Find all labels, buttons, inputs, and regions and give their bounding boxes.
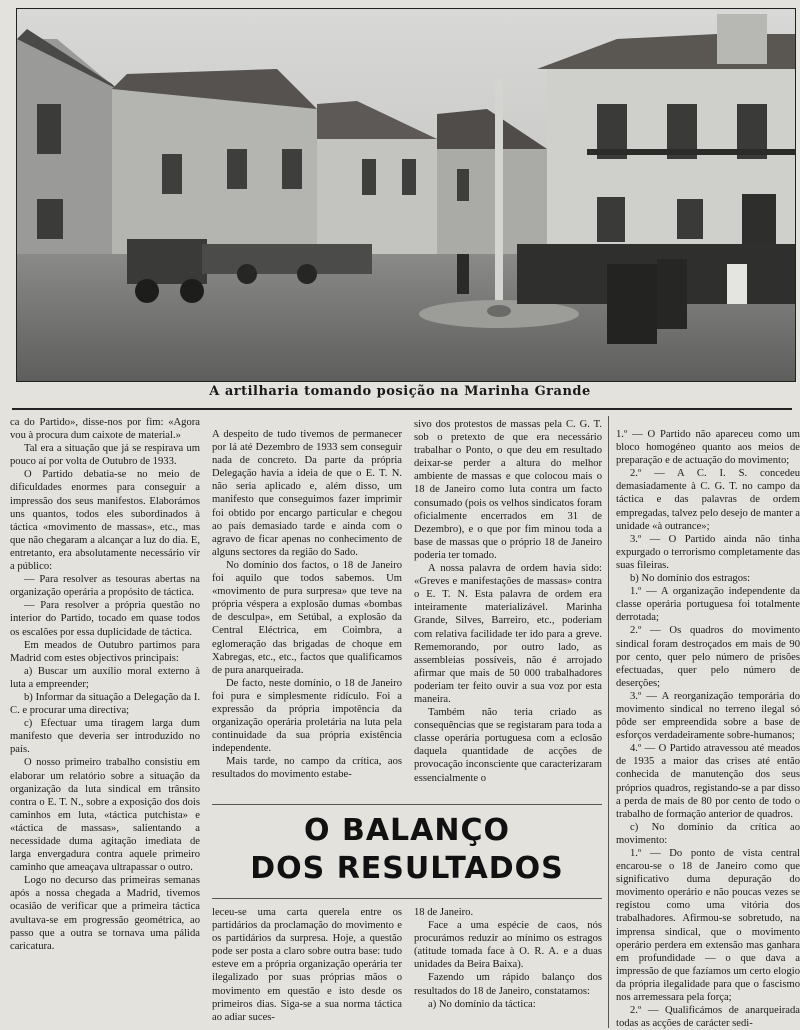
headline-rule-bottom — [212, 898, 602, 899]
paragraph: — Para resolver as tesouras abertas na organização operária a propósito de táctica. — [10, 574, 200, 599]
headline-line-2: DOS RESULTADOS — [250, 851, 564, 886]
paragraph: c) No domínio da crítica ao movimento: — [616, 821, 800, 846]
paragraph: Face a uma espécie de caos, nós procurámos reduzir ao mínimo os estragos (atitude tomada face à O. R. A. e a duas unidades da Beira Baixa). — [414, 920, 602, 971]
paragraph: 1.º — A organização independente da classe operária portuguesa foi totalmente derrotada; — [616, 586, 800, 624]
paragraph: a) No domínio da táctica: — [428, 998, 536, 1010]
article-column-3-continued — [414, 906, 602, 1030]
paragraph: 3.º — O Partido ainda não tinha expurgado o terrorismo completamente das suas fileiras. — [616, 533, 800, 571]
paragraph: 4.º — O Partido atravessou até meados de 1935 a maior das crises até então conhecida de manutenção dos seus próprios quadros, registando-se a par disso a perda de mais de 80 por cento de todo o trabalho de formação anterior de quadros. — [616, 743, 800, 820]
artillery-photo — [16, 8, 796, 382]
paragraph: No domínio dos factos, o 18 de Janeiro foi aquilo que todos sabemos. Um «movimento de pura surpresa» que teve na própria véspera a explosão dumas «bombas de desculpa», em Setúbal, a explosão da Central Eléctrica, em Coimbra, a eglomeração das brigadas de choque em Xabregas, etc., etc., factos que qualificamos de pura anarqueirada. — [212, 559, 402, 676]
section-divider — [12, 408, 792, 410]
paragraph: a) Buscar um auxílio moral externo à luta a empreender; — [10, 665, 200, 690]
headline-line-1: O BALANÇO — [304, 813, 510, 848]
paragraph: ca do Partido», disse-nos por fim: «Agora vou à procura dum caixote de material.» — [10, 417, 200, 442]
article-column-2 — [212, 428, 402, 781]
paragraph: 2.º — A C. I. S. concedeu demasiadamente à C. G. T. no campo da táctica e das palavras de ordem empregadas, talvez pelo desejo de manter a unidade «à outrance»; — [616, 468, 800, 532]
photo-caption: A artilharia tomando posição na Marinha Grande — [209, 384, 591, 399]
paragraph: O Partido debatia-se no meio de dificuldades enormes para conseguir a impressão dos seus manifestos. Elaborámos uns quantos, todos eles subordinados à táctica «movimento de massas», etc., mas que não chegaram a alcançar a luz do dia. E, entretanto, era absolutamente necessário vir a público: — [10, 469, 200, 573]
paragraph: Fazendo um rápido balanço dos resultados do 18 de Janeiro, constatamos: — [414, 972, 602, 997]
paragraph: O nosso primeiro trabalho consistiu em elaborar um relatório sobre a situação da organização da luta sindical em trânsito contra o E. T. N., sobre a exposição dos dois caminhos em luta, «táctica putchista» e «táctica de massas», salientando a necessidade duma agitação imediata de larga envergadura contra aquele primeiro caminho que ameaçava ultrapassar o outro. — [10, 757, 200, 874]
paragraph: 3.º — A reorganização temporária do movimento sindical no terreno ilegal só pôde ser empreendida sobre a base de esforços verdadeiramente sobre-humanos; — [616, 690, 800, 742]
section-headline — [210, 812, 604, 888]
article-column-2-continued — [212, 906, 402, 1030]
paragraph: De facto, neste domínio, o 18 de Janeiro foi pura e simplesmente ridículo. Foi a expressão da própria impotência da organização operária proletária na luta pela continuidade da sua própria existência independente. — [212, 677, 402, 755]
headline-rule-top — [212, 804, 602, 805]
paragraph: 2.º — Qualificámos de anarqueirada todas as acções de carácter sedi- — [616, 1005, 800, 1030]
paragraph: Tal era a situação que já se respirava um pouco aí por volta de Outubro de 1933. — [10, 443, 200, 468]
paragraph: Logo no decurso das primeiras semanas após a nossa chegada a Madrid, tivemos ocasião de verificar que a primeira táctica avultava-se em progressão geométrica, ao passo que a outra se tornava uma pálida caricatura. — [10, 875, 200, 952]
paragraph: A nossa palavra de ordem havia sido: «Greves e manifestações de massas» contra o E. T. N. Esta palavra de ordem era inteiramente materializável. Marinha Grande, Silves, Barreiro, etc., poderiam com relativa facilidade ter ido para a greve. Rememorando, por outro lado, as assembleias possíveis, não é arrojado afirmar que mais de 50 000 trabalhadores poderiam ter feito ouvir a sua voz por esta maneira. — [414, 563, 602, 705]
paragraph: — Para resolver a própria questão no interior do Partido, tocado em quase todos os escalões por essa duplicidade de táctica. — [10, 600, 200, 638]
paragraph: Também não teria criado as consequências que se registaram para toda a classe operária portuguesa com a eclosão daquela quantidade de acções de provocação inconsciente que caracterizaram essencialmente o — [414, 707, 602, 784]
paragraph: 2.º — Os quadros do movimento sindical foram destroçados em mais de 90 por cento, quer pelo número de prisões efectuadas, quer pelo número de deserções; — [616, 625, 800, 689]
paragraph: A despeito de tudo tivemos de permanecer por lá até Dezembro de 1933 sem conseguir nada de concreto. Da parte da própria Delegação havia a ideia de que o E. T. N. não seria aplicado e, além disso, um manifesto que conseguimos fazer imprimir foi obtido por encargo particular e chegou ao país demasiado tarde e ainda com o agravo de ficar apenas no conhecimento de alguns sectores da região do Sado. — [212, 429, 402, 558]
paragraph: b) No domínio dos estragos: — [630, 573, 751, 585]
paragraph: sivo dos protestos de massas pela C. G. T. sob o pretexto de que era necessário trabalhar o Ponto, o que deu em resultado deixar-se perder a altura do melhor ambiente de massas e que colocou mais o 18 de Janeiro como luta contra um facto consumado (pois os velhos sindicatos foram oficialmente encerrados em 31 de Dezembro), e o que por fim minou toda a base de massas que o próprio 18 de Janeiro poderia ter tomado. — [414, 419, 602, 561]
article-column-1 — [10, 416, 200, 1028]
paragraph: c) Efectuar uma tiragem larga dum manifesto que deveria ser introduzido no país. — [10, 718, 200, 756]
paragraph: b) Informar da situação a Delegação da I. C. e procurar uma directiva; — [10, 691, 200, 717]
column-rule — [608, 416, 609, 1028]
article-column-4 — [616, 428, 800, 1030]
paragraph: leceu-se uma carta querela entre os partidários da proclamação do movimento e os partidários da surpresa. Hoje, a questão pode ser posta a claro sobre outra base: tudo esteve em a própria organização operária ter ilegalizado por suas próprias mãos o movimento em questão e isto desde os primeiros dias. Siga-se a sua norma táctica ao adiar suces- — [212, 907, 402, 1023]
article-column-3 — [414, 418, 602, 796]
paragraph: 18 de Janeiro. — [414, 907, 474, 918]
paragraph: 1.º — O Partido não apareceu como um bloco homogéneo quanto aos meios de preparação e de actuação do movimento; — [616, 429, 800, 467]
paragraph: 1.º — Do ponto de vista central encarou-se o 18 de Janeiro como que significativo duma depuração do movimento operário e não poucas vezes se registou como uma vitória dos trabalhadores. Afirmou-se sobretudo, na imprensa sindical, que o movimento operário perdera em extensão mas ganhara em profundidade — o que dava a impressão de que fazíamos um certo elogio da própria ilegalidade para que o fascismo nos arremessara pela força; — [616, 848, 800, 1004]
paragraph: Em meados de Outubro partimos para Madrid com estes objectivos principais: — [10, 639, 200, 664]
paragraph: Mais tarde, no campo da crítica, aos resultados do movimento estabe- — [212, 756, 402, 781]
